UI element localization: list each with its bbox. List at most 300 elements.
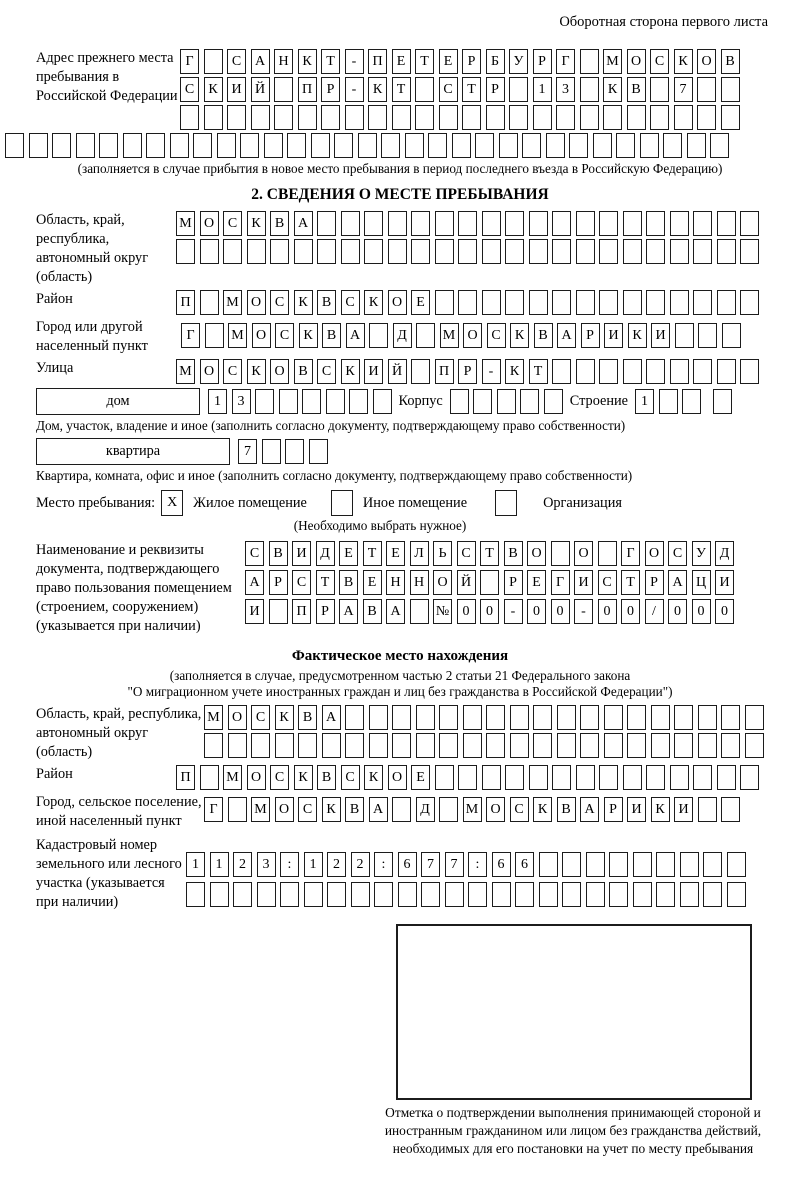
char-cell[interactable]: М bbox=[440, 323, 459, 348]
char-cell[interactable] bbox=[411, 211, 430, 236]
char-cell[interactable]: 6 bbox=[492, 852, 511, 877]
char-cell[interactable] bbox=[228, 797, 247, 822]
char-cell[interactable] bbox=[727, 882, 746, 907]
char-cell[interactable] bbox=[529, 290, 548, 315]
char-cell[interactable]: Р bbox=[316, 599, 335, 624]
char-cell[interactable]: К bbox=[247, 359, 266, 384]
char-cell[interactable] bbox=[576, 239, 595, 264]
char-cell[interactable]: К bbox=[505, 359, 524, 384]
char-cell[interactable] bbox=[311, 133, 330, 158]
char-cell[interactable] bbox=[373, 389, 392, 414]
char-cell[interactable]: П bbox=[435, 359, 454, 384]
char-cell[interactable]: О bbox=[247, 290, 266, 315]
char-cell[interactable] bbox=[576, 359, 595, 384]
char-cell[interactable] bbox=[539, 882, 558, 907]
char-cell[interactable]: 0 bbox=[692, 599, 711, 624]
char-cell[interactable]: 0 bbox=[598, 599, 617, 624]
char-cell[interactable] bbox=[552, 765, 571, 790]
char-cell[interactable] bbox=[123, 133, 142, 158]
char-cell[interactable] bbox=[721, 705, 740, 730]
char-cell[interactable] bbox=[435, 290, 454, 315]
char-cell[interactable] bbox=[505, 211, 524, 236]
char-cell[interactable] bbox=[317, 211, 336, 236]
char-cell[interactable]: Д bbox=[393, 323, 412, 348]
char-cell[interactable]: 0 bbox=[668, 599, 687, 624]
char-cell[interactable] bbox=[603, 105, 622, 130]
char-cell[interactable] bbox=[576, 211, 595, 236]
char-cell[interactable]: : bbox=[280, 852, 299, 877]
char-cell[interactable]: В bbox=[269, 541, 288, 566]
char-cell[interactable] bbox=[651, 733, 670, 758]
char-cell[interactable]: С bbox=[650, 49, 669, 74]
char-cell[interactable]: Р bbox=[462, 49, 481, 74]
char-cell[interactable]: В bbox=[557, 797, 576, 822]
char-cell[interactable] bbox=[599, 765, 618, 790]
char-cell[interactable]: 3 bbox=[556, 77, 575, 102]
char-cell[interactable]: А bbox=[557, 323, 576, 348]
char-cell[interactable] bbox=[5, 133, 24, 158]
char-cell[interactable] bbox=[341, 211, 360, 236]
char-cell[interactable] bbox=[264, 133, 283, 158]
char-cell[interactable] bbox=[556, 105, 575, 130]
char-cell[interactable]: О bbox=[433, 570, 452, 595]
char-cell[interactable]: Е bbox=[392, 49, 411, 74]
char-cell[interactable]: С bbox=[598, 570, 617, 595]
char-cell[interactable] bbox=[633, 882, 652, 907]
char-cell[interactable] bbox=[309, 439, 328, 464]
char-cell[interactable] bbox=[533, 105, 552, 130]
char-cell[interactable]: В bbox=[627, 77, 646, 102]
char-cell[interactable]: Т bbox=[321, 49, 340, 74]
char-cell[interactable]: 0 bbox=[551, 599, 570, 624]
char-cell[interactable]: К bbox=[294, 765, 313, 790]
char-cell[interactable] bbox=[369, 705, 388, 730]
char-cell[interactable] bbox=[646, 239, 665, 264]
char-cell[interactable] bbox=[228, 733, 247, 758]
char-cell[interactable]: С bbox=[298, 797, 317, 822]
char-cell[interactable]: Р bbox=[533, 49, 552, 74]
char-cell[interactable]: Д bbox=[316, 541, 335, 566]
char-cell[interactable] bbox=[445, 882, 464, 907]
char-cell[interactable]: С bbox=[180, 77, 199, 102]
char-cell[interactable]: Г bbox=[556, 49, 575, 74]
char-cell[interactable] bbox=[345, 705, 364, 730]
char-cell[interactable] bbox=[557, 705, 576, 730]
char-cell[interactable] bbox=[410, 599, 429, 624]
char-cell[interactable] bbox=[217, 133, 236, 158]
char-cell[interactable] bbox=[740, 211, 759, 236]
char-cell[interactable]: С bbox=[457, 541, 476, 566]
char-cell[interactable] bbox=[392, 733, 411, 758]
char-cell[interactable]: Т bbox=[392, 77, 411, 102]
char-cell[interactable] bbox=[640, 133, 659, 158]
char-cell[interactable]: С bbox=[341, 290, 360, 315]
char-cell[interactable] bbox=[580, 105, 599, 130]
char-cell[interactable]: М bbox=[223, 765, 242, 790]
char-cell[interactable]: К bbox=[628, 323, 647, 348]
char-cell[interactable]: К bbox=[322, 797, 341, 822]
char-cell[interactable] bbox=[623, 359, 642, 384]
char-cell[interactable]: С bbox=[223, 359, 242, 384]
char-cell[interactable]: Й bbox=[251, 77, 270, 102]
char-cell[interactable]: Г bbox=[181, 323, 200, 348]
char-cell[interactable] bbox=[204, 105, 223, 130]
char-cell[interactable] bbox=[740, 765, 759, 790]
char-cell[interactable] bbox=[411, 239, 430, 264]
char-cell[interactable] bbox=[609, 882, 628, 907]
char-cell[interactable]: К bbox=[533, 797, 552, 822]
char-cell[interactable]: В bbox=[317, 290, 336, 315]
char-cell[interactable] bbox=[200, 290, 219, 315]
char-cell[interactable] bbox=[693, 239, 712, 264]
char-cell[interactable]: 2 bbox=[327, 852, 346, 877]
char-cell[interactable] bbox=[599, 211, 618, 236]
char-cell[interactable] bbox=[646, 211, 665, 236]
char-cell[interactable] bbox=[552, 290, 571, 315]
char-cell[interactable] bbox=[576, 290, 595, 315]
char-cell[interactable] bbox=[416, 733, 435, 758]
char-cell[interactable] bbox=[539, 852, 558, 877]
char-cell[interactable] bbox=[240, 133, 259, 158]
char-cell[interactable]: С bbox=[341, 765, 360, 790]
char-cell[interactable] bbox=[227, 105, 246, 130]
char-cell[interactable]: Р bbox=[581, 323, 600, 348]
char-cell[interactable]: - bbox=[345, 49, 364, 74]
char-cell[interactable]: В bbox=[270, 211, 289, 236]
char-cell[interactable] bbox=[180, 105, 199, 130]
char-cell[interactable] bbox=[670, 211, 689, 236]
char-cell[interactable]: Б bbox=[486, 49, 505, 74]
char-cell[interactable]: 1 bbox=[304, 852, 323, 877]
char-cell[interactable] bbox=[200, 239, 219, 264]
char-cell[interactable] bbox=[204, 733, 223, 758]
char-cell[interactable]: - bbox=[504, 599, 523, 624]
char-cell[interactable] bbox=[599, 290, 618, 315]
char-cell[interactable] bbox=[562, 852, 581, 877]
char-cell[interactable] bbox=[52, 133, 71, 158]
char-cell[interactable]: М bbox=[176, 211, 195, 236]
char-cell[interactable]: 6 bbox=[515, 852, 534, 877]
char-cell[interactable]: В bbox=[534, 323, 553, 348]
char-cell[interactable] bbox=[482, 211, 501, 236]
char-cell[interactable] bbox=[740, 359, 759, 384]
char-cell[interactable] bbox=[586, 882, 605, 907]
char-cell[interactable] bbox=[651, 705, 670, 730]
char-cell[interactable]: Т bbox=[316, 570, 335, 595]
char-cell[interactable] bbox=[468, 882, 487, 907]
char-cell[interactable] bbox=[529, 211, 548, 236]
char-cell[interactable]: О bbox=[645, 541, 664, 566]
char-cell[interactable] bbox=[269, 599, 288, 624]
char-cell[interactable] bbox=[482, 290, 501, 315]
char-cell[interactable]: П bbox=[292, 599, 311, 624]
char-cell[interactable] bbox=[270, 239, 289, 264]
char-cell[interactable] bbox=[369, 323, 388, 348]
char-cell[interactable]: А bbox=[245, 570, 264, 595]
char-cell[interactable] bbox=[439, 105, 458, 130]
char-cell[interactable] bbox=[670, 359, 689, 384]
char-cell[interactable]: 1 bbox=[533, 77, 552, 102]
char-cell[interactable]: 2 bbox=[233, 852, 252, 877]
char-cell[interactable]: А bbox=[580, 797, 599, 822]
char-cell[interactable] bbox=[210, 882, 229, 907]
char-cell[interactable] bbox=[646, 765, 665, 790]
char-cell[interactable]: Р bbox=[269, 570, 288, 595]
char-cell[interactable]: О bbox=[574, 541, 593, 566]
char-cell[interactable] bbox=[569, 133, 588, 158]
char-cell[interactable] bbox=[599, 359, 618, 384]
char-cell[interactable] bbox=[505, 765, 524, 790]
char-cell[interactable] bbox=[674, 733, 693, 758]
char-cell[interactable]: Т bbox=[462, 77, 481, 102]
char-cell[interactable] bbox=[463, 705, 482, 730]
char-cell[interactable]: : bbox=[468, 852, 487, 877]
char-cell[interactable] bbox=[421, 882, 440, 907]
char-cell[interactable]: О bbox=[247, 765, 266, 790]
char-cell[interactable]: О bbox=[463, 323, 482, 348]
char-cell[interactable]: Ь bbox=[433, 541, 452, 566]
char-cell[interactable] bbox=[693, 359, 712, 384]
char-cell[interactable] bbox=[717, 290, 736, 315]
char-cell[interactable]: К bbox=[298, 49, 317, 74]
char-cell[interactable] bbox=[29, 133, 48, 158]
char-cell[interactable] bbox=[374, 882, 393, 907]
char-cell[interactable] bbox=[327, 882, 346, 907]
char-cell[interactable]: К bbox=[341, 359, 360, 384]
char-cell[interactable] bbox=[703, 882, 722, 907]
char-cell[interactable]: Л bbox=[410, 541, 429, 566]
char-cell[interactable] bbox=[593, 133, 612, 158]
char-cell[interactable] bbox=[616, 133, 635, 158]
char-cell[interactable]: В bbox=[363, 599, 382, 624]
char-cell[interactable]: - bbox=[345, 77, 364, 102]
char-cell[interactable] bbox=[586, 852, 605, 877]
char-cell[interactable]: В bbox=[345, 797, 364, 822]
char-cell[interactable]: 1 bbox=[210, 852, 229, 877]
char-cell[interactable] bbox=[452, 133, 471, 158]
char-cell[interactable]: С bbox=[251, 705, 270, 730]
char-cell[interactable] bbox=[740, 239, 759, 264]
char-cell[interactable]: М bbox=[251, 797, 270, 822]
char-cell[interactable]: Р bbox=[486, 77, 505, 102]
char-cell[interactable]: О bbox=[388, 290, 407, 315]
char-cell[interactable]: У bbox=[509, 49, 528, 74]
char-cell[interactable] bbox=[415, 77, 434, 102]
char-cell[interactable]: В bbox=[298, 705, 317, 730]
char-cell[interactable]: С bbox=[487, 323, 506, 348]
char-cell[interactable] bbox=[294, 239, 313, 264]
char-cell[interactable]: Ц bbox=[692, 570, 711, 595]
char-cell[interactable] bbox=[529, 239, 548, 264]
char-cell[interactable] bbox=[416, 705, 435, 730]
char-cell[interactable] bbox=[322, 733, 341, 758]
char-cell[interactable]: О bbox=[228, 705, 247, 730]
char-cell[interactable]: О bbox=[200, 211, 219, 236]
char-cell[interactable] bbox=[475, 133, 494, 158]
char-cell[interactable] bbox=[623, 765, 642, 790]
char-cell[interactable]: Г bbox=[180, 49, 199, 74]
char-cell[interactable] bbox=[515, 882, 534, 907]
char-cell[interactable] bbox=[462, 105, 481, 130]
char-cell[interactable]: 2 bbox=[351, 852, 370, 877]
char-cell[interactable]: Е bbox=[386, 541, 405, 566]
char-cell[interactable]: И bbox=[627, 797, 646, 822]
char-cell[interactable]: Р bbox=[458, 359, 477, 384]
char-cell[interactable]: К bbox=[364, 765, 383, 790]
char-cell[interactable] bbox=[392, 797, 411, 822]
char-cell[interactable]: 0 bbox=[457, 599, 476, 624]
char-cell[interactable] bbox=[522, 133, 541, 158]
char-cell[interactable] bbox=[552, 359, 571, 384]
char-cell[interactable] bbox=[341, 239, 360, 264]
char-cell[interactable] bbox=[317, 239, 336, 264]
char-cell[interactable]: А bbox=[386, 599, 405, 624]
char-cell[interactable]: А bbox=[322, 705, 341, 730]
char-cell[interactable] bbox=[416, 323, 435, 348]
char-cell[interactable] bbox=[505, 290, 524, 315]
char-cell[interactable] bbox=[698, 323, 717, 348]
char-cell[interactable] bbox=[698, 733, 717, 758]
char-cell[interactable] bbox=[698, 705, 717, 730]
char-cell[interactable] bbox=[176, 239, 195, 264]
char-cell[interactable]: 0 bbox=[527, 599, 546, 624]
char-cell[interactable] bbox=[345, 105, 364, 130]
char-cell[interactable] bbox=[392, 105, 411, 130]
char-cell[interactable]: У bbox=[692, 541, 711, 566]
char-cell[interactable]: Г bbox=[621, 541, 640, 566]
char-cell[interactable] bbox=[721, 105, 740, 130]
char-cell[interactable] bbox=[604, 733, 623, 758]
char-cell[interactable] bbox=[287, 133, 306, 158]
char-cell[interactable] bbox=[486, 733, 505, 758]
char-cell[interactable] bbox=[509, 105, 528, 130]
char-cell[interactable]: Т bbox=[415, 49, 434, 74]
char-cell[interactable] bbox=[675, 323, 694, 348]
char-cell[interactable] bbox=[623, 211, 642, 236]
char-cell[interactable] bbox=[415, 105, 434, 130]
char-cell[interactable]: М bbox=[204, 705, 223, 730]
char-cell[interactable] bbox=[463, 733, 482, 758]
char-cell[interactable] bbox=[193, 133, 212, 158]
char-cell[interactable]: М bbox=[176, 359, 195, 384]
char-cell[interactable]: С bbox=[510, 797, 529, 822]
char-cell[interactable] bbox=[499, 133, 518, 158]
char-cell[interactable] bbox=[257, 882, 276, 907]
char-cell[interactable]: Т bbox=[363, 541, 382, 566]
char-cell[interactable]: М bbox=[223, 290, 242, 315]
char-cell[interactable]: А bbox=[251, 49, 270, 74]
char-cell[interactable] bbox=[552, 211, 571, 236]
char-cell[interactable] bbox=[609, 852, 628, 877]
char-cell[interactable]: К bbox=[368, 77, 387, 102]
char-cell[interactable]: И bbox=[574, 570, 593, 595]
char-cell[interactable] bbox=[580, 705, 599, 730]
char-cell[interactable] bbox=[670, 290, 689, 315]
char-cell[interactable]: Н bbox=[386, 570, 405, 595]
char-cell[interactable] bbox=[435, 765, 454, 790]
char-cell[interactable]: А bbox=[369, 797, 388, 822]
char-cell[interactable] bbox=[740, 290, 759, 315]
char-cell[interactable]: В bbox=[317, 765, 336, 790]
char-cell[interactable]: П bbox=[298, 77, 317, 102]
char-cell[interactable] bbox=[717, 239, 736, 264]
char-cell[interactable]: К bbox=[674, 49, 693, 74]
char-cell[interactable] bbox=[76, 133, 95, 158]
char-cell[interactable] bbox=[439, 733, 458, 758]
char-cell[interactable]: 0 bbox=[480, 599, 499, 624]
char-cell[interactable] bbox=[285, 439, 304, 464]
char-cell[interactable]: П bbox=[176, 765, 195, 790]
char-cell[interactable]: 7 bbox=[445, 852, 464, 877]
char-cell[interactable] bbox=[721, 797, 740, 822]
char-cell[interactable] bbox=[275, 733, 294, 758]
char-cell[interactable]: А bbox=[339, 599, 358, 624]
char-cell[interactable]: И bbox=[651, 323, 670, 348]
other-premises-checkbox[interactable] bbox=[331, 490, 353, 516]
char-cell[interactable] bbox=[604, 705, 623, 730]
char-cell[interactable] bbox=[682, 389, 701, 414]
char-cell[interactable] bbox=[674, 105, 693, 130]
char-cell[interactable]: 1 bbox=[635, 389, 654, 414]
char-cell[interactable] bbox=[674, 705, 693, 730]
char-cell[interactable] bbox=[533, 733, 552, 758]
char-cell[interactable]: О bbox=[270, 359, 289, 384]
char-cell[interactable]: И bbox=[604, 323, 623, 348]
char-cell[interactable]: Е bbox=[411, 765, 430, 790]
char-cell[interactable]: Й bbox=[457, 570, 476, 595]
char-cell[interactable] bbox=[627, 733, 646, 758]
char-cell[interactable] bbox=[717, 359, 736, 384]
char-cell[interactable] bbox=[364, 239, 383, 264]
char-cell[interactable] bbox=[458, 765, 477, 790]
char-cell[interactable]: М bbox=[463, 797, 482, 822]
char-cell[interactable] bbox=[255, 389, 274, 414]
char-cell[interactable]: / bbox=[645, 599, 664, 624]
char-cell[interactable]: И bbox=[364, 359, 383, 384]
char-cell[interactable]: И bbox=[292, 541, 311, 566]
char-cell[interactable] bbox=[680, 852, 699, 877]
char-cell[interactable] bbox=[204, 49, 223, 74]
char-cell[interactable] bbox=[223, 239, 242, 264]
char-cell[interactable] bbox=[721, 733, 740, 758]
char-cell[interactable]: С bbox=[439, 77, 458, 102]
char-cell[interactable] bbox=[576, 765, 595, 790]
char-cell[interactable] bbox=[482, 765, 501, 790]
char-cell[interactable] bbox=[439, 797, 458, 822]
char-cell[interactable]: И bbox=[245, 599, 264, 624]
char-cell[interactable] bbox=[497, 389, 516, 414]
char-cell[interactable] bbox=[439, 705, 458, 730]
char-cell[interactable] bbox=[364, 211, 383, 236]
char-cell[interactable] bbox=[562, 882, 581, 907]
char-cell[interactable] bbox=[428, 133, 447, 158]
char-cell[interactable] bbox=[745, 733, 764, 758]
char-cell[interactable] bbox=[398, 882, 417, 907]
char-cell[interactable] bbox=[388, 239, 407, 264]
char-cell[interactable] bbox=[745, 705, 764, 730]
char-cell[interactable]: О bbox=[252, 323, 271, 348]
char-cell[interactable]: Е bbox=[411, 290, 430, 315]
char-cell[interactable] bbox=[687, 133, 706, 158]
char-cell[interactable] bbox=[623, 239, 642, 264]
char-cell[interactable] bbox=[351, 882, 370, 907]
char-cell[interactable]: А bbox=[294, 211, 313, 236]
char-cell[interactable] bbox=[279, 389, 298, 414]
char-cell[interactable]: Н bbox=[410, 570, 429, 595]
char-cell[interactable]: К bbox=[603, 77, 622, 102]
char-cell[interactable] bbox=[633, 852, 652, 877]
char-cell[interactable] bbox=[411, 359, 430, 384]
